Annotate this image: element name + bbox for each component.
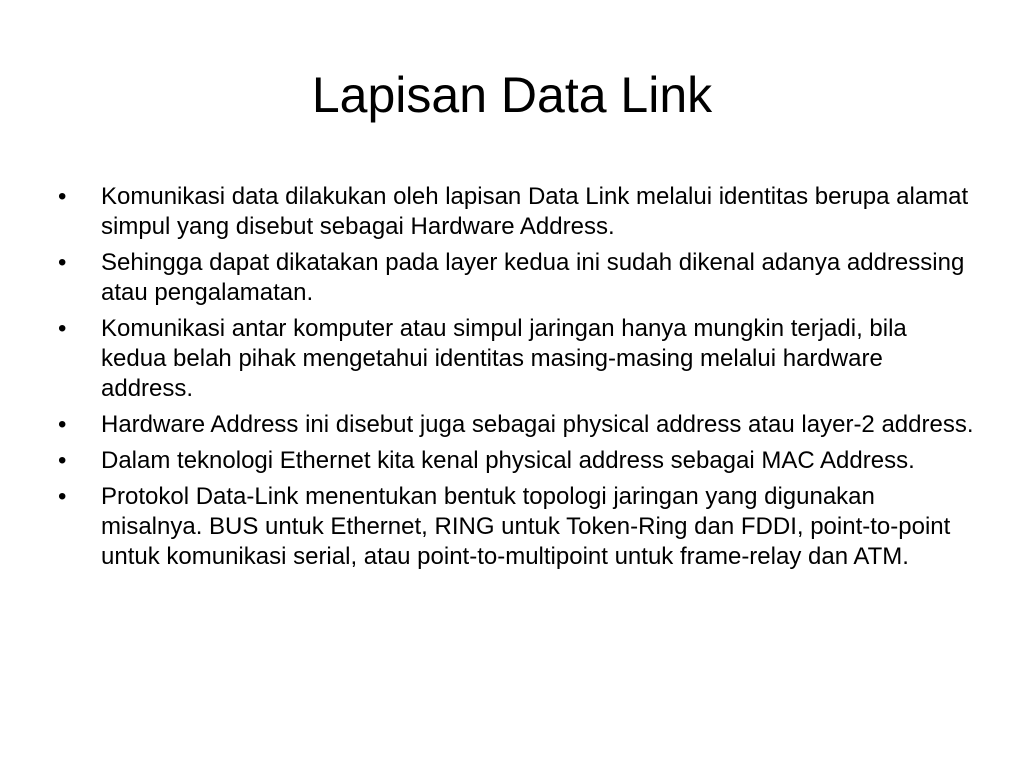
- bullet-icon: •: [58, 183, 67, 210]
- bullet-icon: •: [58, 411, 67, 438]
- bullet-icon: •: [58, 249, 67, 276]
- bullet-text: Komunikasi data dilakukan oleh lapisan Data Link melalui identitas berupa alamat simpul yang disebut sebagai Hardware Address.: [101, 183, 969, 240]
- bullet-text: Sehingga dapat dikatakan pada layer kedua ini sudah dikenal adanya addressing atau pengalamatan.: [101, 249, 965, 306]
- bullet-item: [56, 182, 976, 242]
- bullet-text: Komunikasi antar komputer atau simpul jaringan hanya mungkin terjadi, bila kedua belah pihak mengetahui identitas masing-masing melalui hardware address.: [101, 315, 907, 402]
- bullet-item: [56, 482, 976, 572]
- bullet-text: Dalam teknologi Ethernet kita kenal physical address sebagai MAC Address.: [101, 447, 915, 474]
- bullet-icon: •: [58, 315, 67, 342]
- bullet-text: Hardware Address ini disebut juga sebagai physical address atau layer-2 address.: [101, 411, 974, 438]
- bullet-item: [56, 248, 976, 308]
- bullet-item: [56, 410, 976, 440]
- bullet-text: Protokol Data-Link menentukan bentuk topologi jaringan yang digunakan misalnya. BUS untuk Ethernet, RING untuk Token-Ring dan FDDI, point-to-point untuk komunikasi serial, atau point-to-multipoint untuk frame-relay dan ATM.: [101, 483, 951, 570]
- slide-title: Lapisan Data Link: [311, 67, 713, 123]
- bullet-item: [56, 446, 976, 476]
- bullet-icon: •: [58, 447, 67, 474]
- bullet-icon: •: [58, 483, 67, 510]
- bullet-item: [56, 314, 976, 404]
- bullet-list: [56, 182, 976, 578]
